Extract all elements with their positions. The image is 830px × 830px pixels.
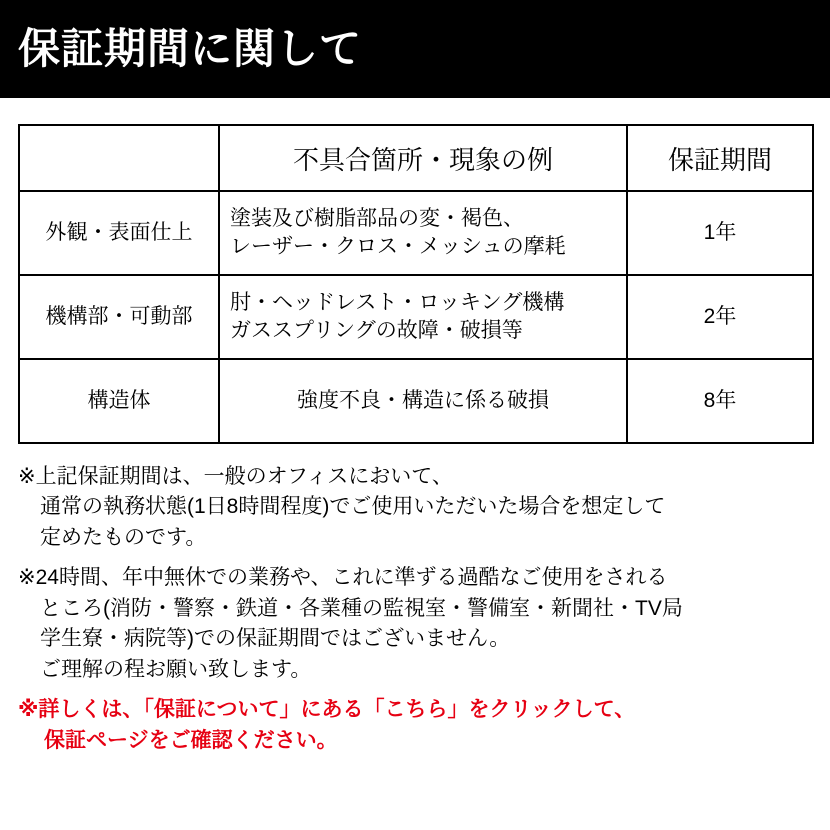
note-line: 学生寮・病院等)での保証期間ではございません。 (40, 627, 511, 651)
note-line: ところ(消防・警察・鉄道・各業種の監視室・警備室・新聞社・TV局 (40, 596, 683, 620)
description-line: 強度不良・構造に係る破損 (297, 388, 549, 412)
notes-section (0, 444, 830, 756)
note-line: 保証ページをご確認ください。 (44, 728, 338, 752)
table-body (19, 191, 813, 443)
note-line: ご理解の程お願い致します。 (40, 657, 312, 681)
warranty-table-wrap (0, 98, 830, 444)
page-title: 保証期間に関して (18, 25, 363, 72)
note-item-warranty-link (18, 695, 812, 756)
table-row (19, 275, 813, 359)
note-item (18, 563, 812, 685)
note-line: 定めたものです。 (40, 525, 207, 549)
table-header (19, 125, 813, 191)
column-header-description: 不具合箇所・現象の例 (219, 125, 627, 191)
description-line: レーザー・クロス・メッシュの摩耗 (230, 235, 566, 258)
cell-category: 構造体 (19, 359, 219, 443)
cell-category: 機構部・可動部 (19, 275, 219, 359)
note-line: ※24時間、年中無休での業務や、これに準ずる過酷なご使用をされる (18, 566, 668, 590)
description-line: 肘・ヘッドレスト・ロッキング機構 (230, 290, 565, 314)
description-line: 塗装及び樹脂部品の変・褐色、 (230, 206, 524, 230)
column-header-category (19, 125, 219, 191)
table-row (19, 191, 813, 275)
cell-description (219, 359, 627, 443)
table-row (19, 359, 813, 443)
note-line: ※上記保証期間は、一般のオフィスにおいて、 (18, 465, 453, 488)
cell-term: 2年 (627, 275, 813, 359)
cell-term: 1年 (627, 191, 813, 275)
warranty-table (18, 124, 814, 444)
column-header-term: 保証期間 (627, 125, 813, 191)
note-line: 通常の執務状態(1日8時間程度)でご使用いただいた場合を想定して (40, 495, 666, 519)
page-header (0, 0, 830, 98)
description-line: ガススプリングの故障・破損等 (230, 319, 523, 342)
cell-category: 外観・表面仕上 (19, 191, 219, 275)
note-line: ※詳しくは、「保証について」にある「こちら」をクリックして、 (18, 698, 636, 722)
cell-description (219, 275, 627, 359)
cell-description (219, 191, 627, 275)
table-header-row (19, 125, 813, 191)
cell-term: 8年 (627, 359, 813, 443)
note-item (18, 462, 812, 553)
